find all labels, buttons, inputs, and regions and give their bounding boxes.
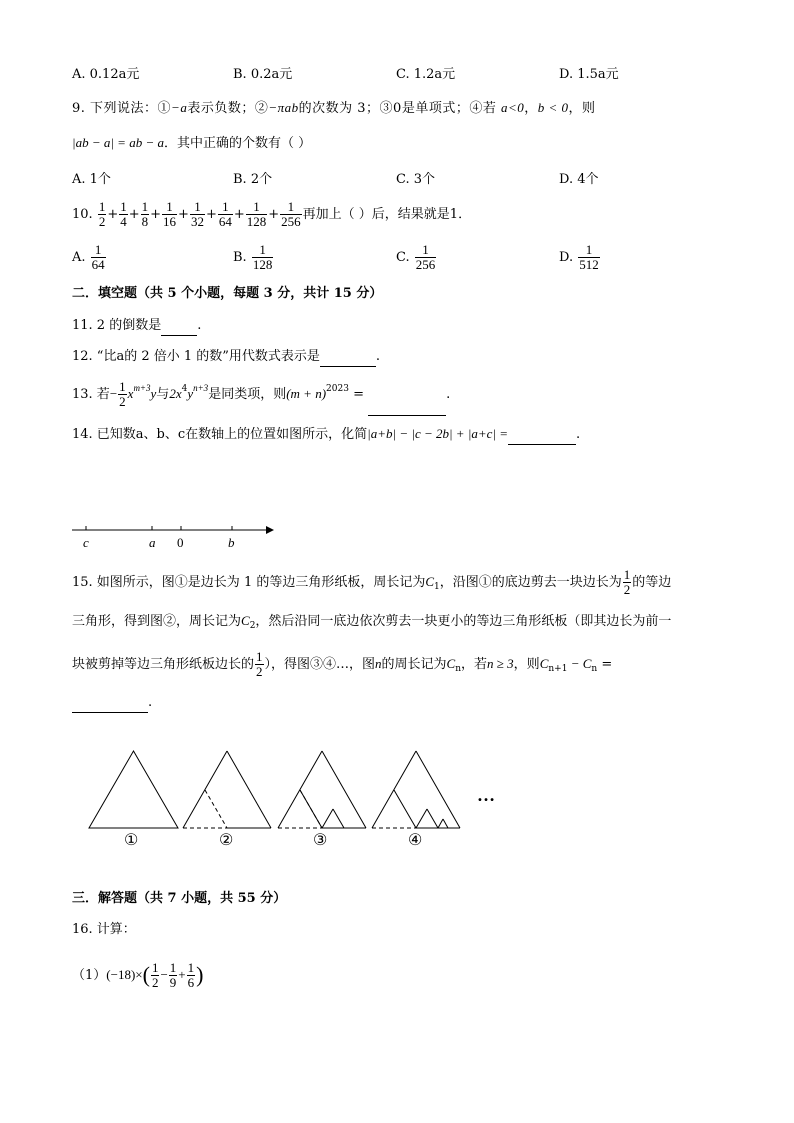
q8-option-b: B. 0.2a元 bbox=[233, 67, 293, 82]
section-2-title: 二．填空题（共 5 个小题，每题 3 分，共计 15 分） bbox=[72, 286, 383, 301]
q10-line: 10. $\frac{1}{2}$ + $\frac{1}{4}$ + $\frac{1}{8}$ + $\frac{1}{16}$ + $\frac{1}{32}$ + $\frac{1}{64}$ + $\frac{1}{128}$ + $\frac{1}{256}$ 再加上（ ）后，结果就是1． bbox=[72, 199, 472, 229]
q9-line1: 9. 下列说法：①−a表示负数；②−πab的次数为 3；③0是单项式；④若 a<0，b < 0，则 bbox=[72, 100, 596, 116]
q9-line2: |ab − a| = ab − a．其中正确的个数有（ ） bbox=[72, 135, 312, 151]
triangle-fig-4 bbox=[372, 751, 460, 828]
q15-answer-blank: . bbox=[72, 694, 152, 713]
axis-label-c: c bbox=[83, 535, 89, 550]
q10-number: 10. bbox=[72, 207, 93, 222]
section-3-title: 三．解答题（共 7 小题，共 55 分） bbox=[72, 891, 287, 906]
triangle-fig-2 bbox=[183, 751, 271, 828]
number-line bbox=[70, 520, 280, 552]
q13: 13. 若− $\frac{1}{2}$ $x^{m+3}y$与$2x^4y^{n+3}$是同类项，则$(m + n)^{2023}$ = . bbox=[72, 374, 450, 416]
q10-frac-1: $\frac{1}{2}$ bbox=[98, 199, 106, 229]
q16-title: 16. 计算： bbox=[72, 922, 136, 937]
q8-option-a: A. 0.12a元 bbox=[72, 67, 140, 82]
q10-option-d: D. $\frac{1}{512}$ bbox=[559, 242, 599, 272]
q10-frac-5: $\frac{1}{32}$ bbox=[190, 199, 204, 229]
number-line-arrow-icon bbox=[266, 526, 274, 534]
q15-line1: 15. 如图所示，图①是边长为 1 的等边三角形纸板，周长记为$C_1$，沿图①的底边剪去一块边长为 $\frac{1}{2}$ 的等边 bbox=[72, 567, 672, 597]
q9-option-a: A. 1个 bbox=[72, 172, 111, 187]
fig-label-2: ② bbox=[219, 832, 234, 849]
q10-frac-4: $\frac{1}{16}$ bbox=[163, 199, 177, 229]
q9-option-c: C. 3个 bbox=[396, 172, 436, 187]
q15-line2: 三角形，得到图②，周长记为$C_2$，然后沿同一底边依次剪去一块更小的等边三角形纸板（即其边长为前一 bbox=[72, 613, 672, 631]
q10-option-a: A. $\frac{1}{64}$ bbox=[72, 242, 105, 272]
triangle-fig-3 bbox=[278, 751, 366, 828]
q10-frac-2: $\frac{1}{4}$ bbox=[120, 199, 127, 229]
q10-frac-8: $\frac{1}{256}$ bbox=[281, 199, 301, 229]
figure-ellipsis: … bbox=[477, 785, 495, 805]
q8-option-d: D. 1.5a元 bbox=[559, 67, 619, 82]
q10-frac-3: $\frac{1}{8}$ bbox=[141, 199, 149, 229]
q12: 12. “比a的 2 倍小 1 的数”用代数式表示是 . bbox=[72, 348, 380, 367]
q14: 14. 已知数a、b、c在数轴上的位置如图所示，化简|a+b| − |c − 2b| + |a+c| = . bbox=[72, 425, 580, 445]
q8-option-c: C. 1.2a元 bbox=[396, 67, 456, 82]
q9-option-b: B. 2个 bbox=[233, 172, 273, 187]
axis-label-b: b bbox=[228, 535, 235, 550]
fig-label-1: ① bbox=[124, 832, 139, 849]
q10-frac-7: $\frac{1}{128}$ bbox=[246, 199, 267, 229]
axis-label-0: 0 bbox=[177, 535, 184, 550]
q10-frac-6: $\frac{1}{64}$ bbox=[218, 199, 232, 229]
fig-label-4: ④ bbox=[408, 832, 423, 849]
axis-label-a: a bbox=[149, 535, 156, 550]
q16-part1: （1）(−18)×( $\frac{1}{2}$ − $\frac{1}{9}$ + $\frac{1}{6}$ ) bbox=[72, 960, 204, 990]
q9-option-d: D. 4个 bbox=[559, 172, 599, 187]
q11: 11. 2 的倒数是 . bbox=[72, 317, 201, 336]
fig-label-3: ③ bbox=[313, 832, 328, 849]
triangle-figures bbox=[86, 748, 506, 834]
triangle-fig-1 bbox=[89, 751, 178, 828]
q15-line3: 块被剪掉等边三角形纸板边长的 $\frac{1}{2}$ ），得图③④…，图n的周长记为$C_n$，若n ≥ 3，则$C_{n+1} - C_n$ = bbox=[72, 649, 613, 679]
q10-option-b: B. $\frac{1}{128}$ bbox=[233, 242, 273, 272]
q10-option-c: C. $\frac{1}{256}$ bbox=[396, 242, 436, 272]
